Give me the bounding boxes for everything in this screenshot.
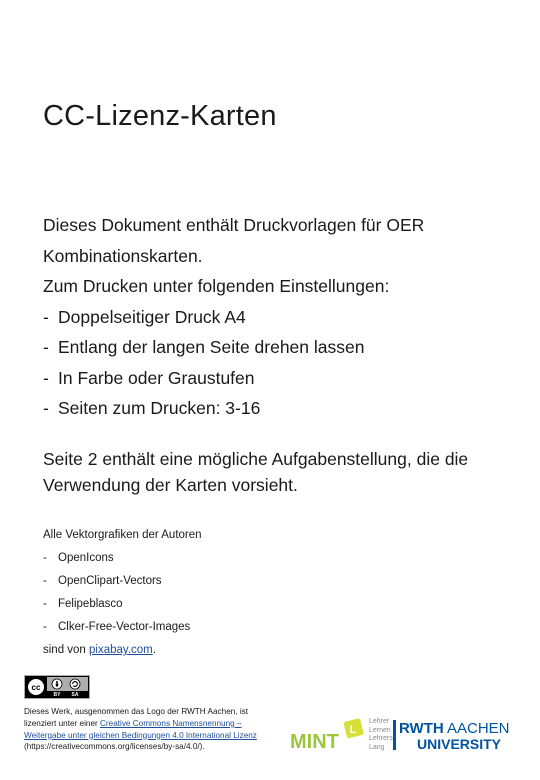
intro-line-2: Zum Drucken unter folgenden Einstellungen: [43, 276, 390, 296]
lehrer-lernen-text: Lehrer Lernen Lehrers Lang [369, 718, 393, 751]
license-link[interactable]: Creative Commons Namensnennung – Weitergabe unter gleichen Bedingungen 4.0 International Lizenz [24, 718, 257, 740]
logo-divider [393, 720, 396, 750]
svg-text:BY: BY [53, 692, 61, 698]
credits [43, 524, 343, 662]
author-item: - OpenClipart-Vectors [43, 575, 162, 587]
author-item: - Clker-Free-Vector-Images [43, 621, 191, 633]
svg-text:L: L [349, 724, 357, 736]
svg-text:UNIVERSITY: UNIVERSITY [417, 736, 502, 752]
author-item: - OpenIcons [43, 552, 114, 564]
svg-text:AACHEN: AACHEN [447, 720, 510, 737]
intro-line-1: Dieses Dokument enthält Druckvorlagen für OER Kombinationskarten. [43, 215, 425, 266]
credits-heading: Alle Vektorgrafiken der Autoren [43, 529, 202, 541]
page2-note: Seite 2 enthält eine mögliche Aufgabenstellung, die die Verwendung der Karten vorsieht. [43, 449, 469, 495]
svg-text:RWTH: RWTH [399, 720, 444, 737]
settings-item: - Entlang der langen Seite drehen lassen [43, 337, 365, 357]
settings-item: - Doppelseitiger Druck A4 [43, 306, 246, 327]
pixabay-link[interactable]: pixabay.com [89, 644, 153, 656]
settings-item: - Seiten zum Drucken: 3-16 [43, 398, 261, 418]
cc-icon: cc [31, 682, 41, 692]
license-text: Dieses Werk, ausgenommen das Logo der RWTH Aachen, ist lizenziert unter einer Creative Commons Namensnennung – Weitergabe unter gleichen Bedingungen 4.0 International Lizenz (https://creativecommons.org/licenses/by-sa/4.0/). [24, 707, 257, 752]
intro-text [43, 210, 503, 424]
sa-icon [70, 679, 80, 689]
rwth-aachen-logo [399, 718, 539, 757]
cc-by-sa-badge [24, 675, 90, 699]
svg-text:MINT: MINT [290, 731, 339, 752]
svg-text:SA: SA [71, 692, 79, 698]
page-title: CC-Lizenz-Karten [43, 100, 277, 132]
settings-item: - In Farbe oder Graustufen [43, 367, 255, 388]
credits-source: sind von pixabay.com. [43, 644, 156, 656]
mint-logo [290, 718, 365, 757]
author-item: - Felipeblasco [43, 598, 123, 610]
